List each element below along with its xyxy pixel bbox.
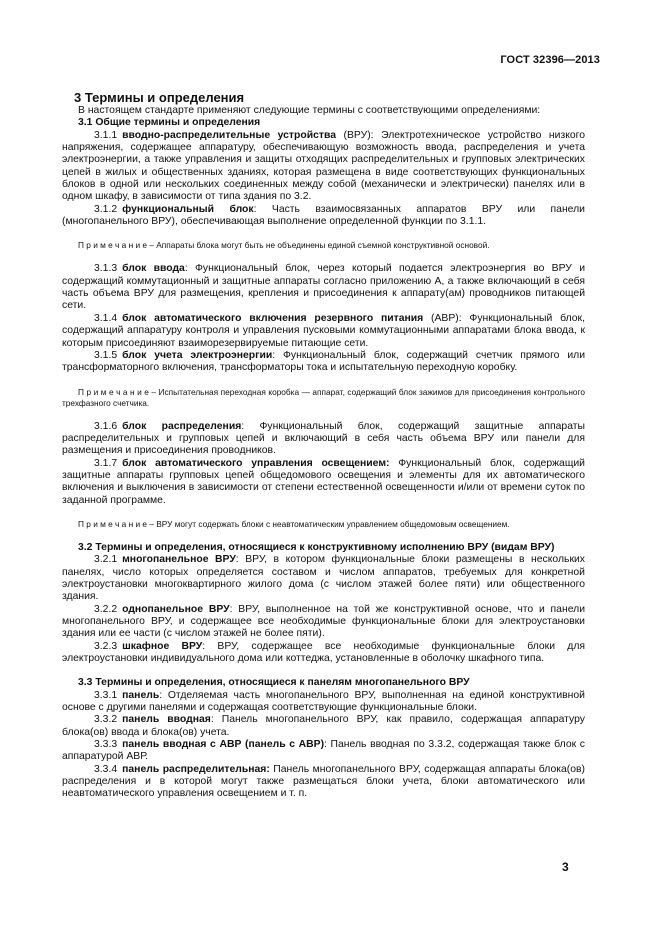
term-name: панель распределительная: — [122, 763, 270, 775]
note-text: – Аппараты блока могут быть не объединены единой съемной конструктивной основой. — [147, 240, 490, 251]
term-3-2-2 — [62, 604, 585, 641]
note-3 — [62, 519, 585, 530]
term-definition: : Функциональный блок, содержащий счетчик прямого или трансформаторного включения, трансформаторы тока и испытательную переходную коробку. — [62, 349, 585, 374]
term-3-2-1 — [62, 554, 585, 603]
note-text: – ВРУ могут содержать блоки с неавтоматическим управлением общедомовым освещением. — [147, 518, 510, 529]
term-number: 3.1.7 — [94, 457, 118, 469]
term-number: 3.1.5 — [94, 349, 118, 361]
document-body — [62, 84, 585, 801]
term-3-3-1 — [62, 690, 585, 715]
term-definition: (ВРУ): Электротехническое устройство низкого напряжения, содержащее аппаратуру, обеспечивающую возможность ввода, распределения и учета электроэнергии, а также управления и защиты отходящих распределительных и групповых электрических цепей в жилых и общественных зданиях, которая размещена в виде соответствующих функциональных блоков в одной или нескольких соединенных между собой (механически и электрически) панелях или в одном шкафу, в зависимости от типа здания по 3.2. — [62, 129, 585, 203]
term-definition: : Панель многопанельного ВРУ, как правило, содержащая аппаратуру блока(ов) ввода и блока(ов) учета. — [62, 714, 585, 738]
term-definition: : Функциональный блок, содержащий защитные аппараты распределительных и групповых цепей и включающий в себя часть объема ВРУ или панели для размещения и присоединения проводников. — [62, 420, 585, 457]
term-3-1-1 — [62, 130, 585, 204]
term-number: 3.3.3 — [94, 739, 118, 751]
subsection-3-3-title: 3.3 Термины и определения, относящиеся к панелям многопанельного ВРУ — [78, 677, 470, 689]
term-name: блок автоматического включения резервного питания — [122, 312, 424, 324]
term-number: 3.2.2 — [94, 603, 118, 615]
note-label: П р и м е ч а н и е — [78, 518, 148, 529]
term-3-1-6 — [62, 421, 585, 458]
term-name: панель — [122, 689, 160, 701]
term-definition: Панель многопанельного ВРУ, содержащая аппараты блока(ов) распределения и в которой могут также размещаться блоки учета, блоки автоматического или неавтоматического управления освещением и т. п. — [62, 763, 585, 800]
term-3-1-5 — [62, 350, 585, 375]
term-name: блок учета электроэнергии — [122, 349, 273, 361]
term-3-3-4 — [62, 764, 585, 801]
note-1 — [62, 240, 585, 251]
subsection-3-2-title: 3.2 Термины и определения, относящиеся к конструктивному исполнению ВРУ (видам ВРУ) — [78, 541, 555, 553]
note-text: – Испытательная переходная коробка — аппарат, содержащий блок зажимов для присоединения контрольного трехфазного счетчика. — [62, 386, 586, 408]
term-definition: : ВРУ, в котором функциональные блоки размещены в нескольких панелях, число которых определяется составом и числом аппаратов, требуемых для конкретной электроустановки многоквартирного жилого дома (с числом этажей более пяти) или общественного здания. — [62, 554, 585, 603]
term-number: 3.1.2 — [94, 203, 118, 215]
note-label: П р и м е ч а н и е — [78, 386, 149, 397]
term-number: 3.1.4 — [94, 312, 118, 324]
term-definition: : ВРУ, содержащее все необходимые функциональные блоки для электроустановки индивидуального дома или коттеджа, установленные в оболочку шкафного типа. — [62, 640, 586, 665]
term-name: блок ввода — [122, 263, 185, 275]
note-2 — [62, 387, 585, 409]
term-definition: (АВР): Функциональный блок, содержащий аппаратуру контроля и управления пусковыми коммутационными аппаратами блока ввода, к которым присоединяют взаиморезервируемые питающие сети. — [62, 312, 585, 349]
term-number: 3.1.6 — [94, 420, 118, 432]
term-3-1-3 — [62, 263, 585, 312]
term-name: вводно-распределительные устройства — [122, 129, 336, 141]
subsection-3-1-title: 3.1 Общие термины и определения — [78, 117, 261, 129]
term-number: 3.2.3 — [94, 640, 118, 652]
term-definition: Функциональный блок, содержащий защитные аппараты групповых цепей общедомового освещения и элементы для их автоматического включения и выключения в зависимости от степени естественной освещенности и/или от времени суток по заданной программе. — [62, 457, 585, 506]
term-3-3-3 — [62, 739, 585, 764]
term-definition: : Часть взаимосвязанных аппаратов ВРУ или панели (многопанельного ВРУ), обеспечивающая выполнение определенной функции по 3.1.1. — [62, 203, 585, 228]
term-name: панель вводная с АВР (панель с АВР) — [122, 739, 325, 751]
term-name: однопанельное ВРУ — [122, 603, 230, 615]
term-number: 3.1.3 — [94, 263, 118, 275]
intro-paragraph: В настоящем стандарте применяют следующие термины с соответствующими определениями: — [78, 105, 541, 116]
term-3-1-7 — [62, 458, 585, 507]
term-definition: : Панель вводная по 3.3.2, содержащая также блок с аппаратурой АВР. — [62, 739, 585, 763]
term-number: 3.3.2 — [94, 714, 118, 726]
term-name: панель вводная — [122, 714, 211, 726]
term-number: 3.3.4 — [94, 763, 118, 775]
term-number: 3.1.1 — [94, 129, 118, 141]
term-definition: : Функциональный блок, через который подается электроэнергия во ВРУ и содержащий коммутационный и защитные аппараты согласно приложению А, а также включающий в себя часть объема ВРУ для размещения, крепления и присоединения к аппарату(ам) проводников питающей сети. — [62, 263, 586, 312]
section-title: 3 Термины и определения — [74, 90, 245, 105]
term-3-2-3 — [62, 641, 585, 666]
standard-code: ГОСТ 32396—2013 — [500, 54, 600, 66]
term-name: функциональный блок — [122, 203, 254, 215]
term-name: блок распределения — [122, 420, 242, 432]
term-3-1-2 — [62, 204, 585, 229]
page-number: 3 — [562, 860, 569, 874]
term-definition: : ВРУ, выполненное на той же конструктивной основе, что и панели многопанельного ВРУ, и содержащее все необходимые функциональные блоки для электроустановки здания или ее части (с числом этажей не более пяти). — [62, 603, 586, 640]
term-definition: : Отделяемая часть многопанельного ВРУ, выполненная на единой конструктивной основе с другими панелями и содержащая соответствующие функциональные блоки. — [62, 689, 585, 714]
term-name: шкафное ВРУ — [122, 640, 203, 652]
term-3-1-4 — [62, 313, 585, 350]
note-label: П р и м е ч а н и е — [78, 240, 148, 251]
term-name: блок автоматического управления освещением: — [122, 457, 390, 469]
term-3-3-2 — [62, 714, 585, 739]
term-number: 3.3.1 — [94, 689, 118, 701]
term-name: многопанельное ВРУ — [122, 554, 236, 566]
term-number: 3.2.1 — [94, 554, 118, 566]
